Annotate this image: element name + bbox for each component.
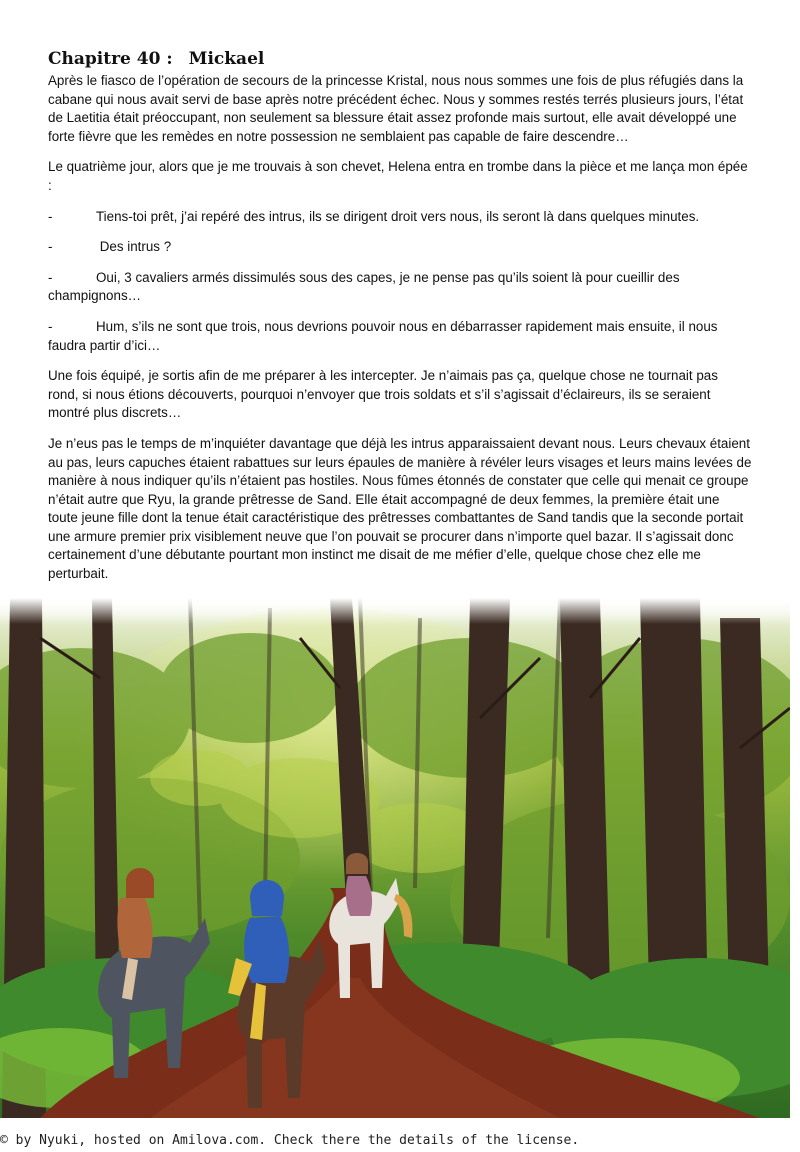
dialogue-text: Tiens-toi prêt, j’ai repéré des intrus, ils se dirigent droit vers nous, ils seront là dans quelques minutes.: [96, 208, 700, 224]
dialogue-text: Hum, s’ils ne sont que trois, nous devrions pouvoir nous en débarrasser rapidement mais ensuite, il nous faudra partir d’ici…: [48, 318, 718, 353]
forest-riders-illustration: [0, 598, 790, 1118]
chapter-number: Chapitre 40 :: [48, 49, 173, 69]
dialogue-dash: -: [48, 318, 53, 334]
dialogue-line: [48, 238, 752, 257]
paragraph: Je n’eus pas le temps de m’inquiéter davantage que déjà les intrus apparaissaient devant nous. Leurs chevaux étaient au pas, leurs capuches étaient rabattues sur leurs épaules de manière à révéler leurs visages et leurs mains levées de manière à nous indiquer qu’ils n’étaient pas hostiles. Nous fûmes étonnés de constater que celle qui menait ce groupe n’était autre que Ryu, la grande prêtresse de Sand. Elle était accompagné de deux femmes, la première était une toute jeune fille dont la tenue était caractéristique des prêtresses combattantes de Sand tandis que la seconde portait une armure premier prix visiblement neuve que l’on pouvait se procurer dans n’importe quel bazar. Il s’agissait donc certainement d’une débutante pourtant mon instinct me disait de me méfier d’elle, quelque chose chez elle me perturbait.: [48, 435, 752, 582]
chapter-title: [48, 48, 752, 70]
license-footer: © by Nyuki, hosted on Amilova.com. Check there the details of the license.: [0, 1133, 580, 1148]
paragraph: Après le fiasco de l’opération de secours de la princesse Kristal, nous nous sommes une fois de plus réfugiés dans la cabane qui nous avait servi de base après notre précédent échec. Nous y sommes restés terrés plusieurs jours, l’état de Laetitia était préoccupant, non seulement sa blessure était assez profonde mais surtout, elle avait développé une forte fièvre que les remèdes en notre possession ne semblaient pas capable de faire descendre…: [48, 73, 744, 144]
chapter-name: Mickael: [188, 49, 265, 69]
paragraph: Le quatrième jour, alors que je me trouvais à son chevet, Helena entra en trombe dans la pièce et me lança mon épée :: [48, 159, 748, 193]
dialogue-dash: -: [48, 269, 53, 285]
dialogue-line: [48, 318, 752, 355]
chapter-text: [48, 48, 752, 596]
paragraph: Une fois équipé, je sortis afin de me préparer à les intercepter. Je n’aimais pas ça, quelque chose ne tournait pas rond, si nous étions découverts, pourquoi n’envoyer que trois soldats et s’il s’agissait d’éclaireurs, ils se seraient montré plus discrets…: [48, 368, 718, 421]
dialogue-dash: -: [48, 208, 53, 224]
dialogue-line: [48, 208, 752, 227]
dialogue-line: [48, 269, 752, 306]
dialogue-text: Oui, 3 cavaliers armés dissimulés sous des capes, je ne pense pas qu’ils soient là pour cueillir des champignons…: [48, 269, 680, 304]
dialogue-dash: -: [48, 239, 53, 255]
dialogue-text: Des intrus ?: [96, 239, 172, 255]
